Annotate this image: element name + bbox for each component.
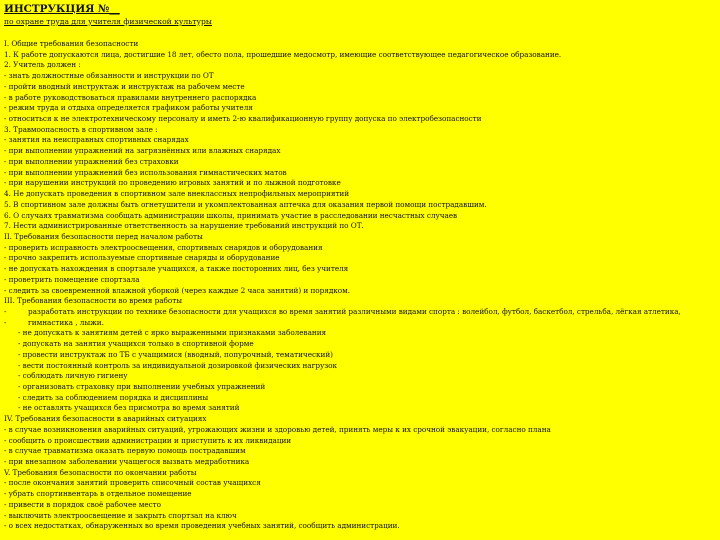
document-line <box>4 307 714 318</box>
document-line: - прочно закрепить используемые спортивные снаряды и оборудование <box>4 253 280 263</box>
document-line: 6. О случаях травматизма сообщать администрации школы, принимать участие в расследовании несчастных случаев <box>4 210 458 220</box>
document-line <box>4 318 714 329</box>
document-line: - относиться к не электротехническому персоналу и иметь 2-ю квалификационную группу допуска по электробезопасности <box>4 114 482 124</box>
document-line: - режим труда и отдыха определяется графиком работы учителя <box>4 103 253 113</box>
document-line: - при нарушении инструкций по проведению игровых занятий и по лыжной подготовке <box>4 178 341 188</box>
document-line: V. Требования безопасности по окончании работы <box>4 467 197 477</box>
spacer <box>4 27 714 39</box>
document-line: - не допускать к занятиям детей с ярко выраженными признаками заболевания <box>18 328 327 338</box>
bullet-marker: - <box>4 317 7 327</box>
document-line: 1. К работе допускаются лица, достигшие 18 лет, обесто пола, прошедшие медосмотр, имеющие соответствующее педагогическое образование. <box>4 49 562 59</box>
document-line: - в случае возникновения аварийных ситуаций, угрожающих жизни и здоровью детей, принять меры к их срочной эвакуации, согласно плана <box>4 424 551 434</box>
document-line: - провести инструктаж по ТБ с учащимися (вводный, попурочный, тематический) <box>18 349 333 359</box>
document-title: ИНСТРУКЦИЯ №__ <box>4 3 120 15</box>
document-line: - после окончания занятий проверить списочный состав учащихся <box>4 478 261 488</box>
document <box>4 2 714 532</box>
document-line: 3. Травмоопасность в спортивном зале : <box>4 124 158 134</box>
document-line: 5. В спортивном зале должны быть огнетушители и укомплектованная аптечка для оказания первой помощи пострадавшим. <box>4 199 487 209</box>
document-line: 2. Учитель должен : <box>4 60 81 70</box>
document-line: - занятия на неисправных спортивных снарядах <box>4 135 189 145</box>
document-line: IV. Требования безопасности в аварийных ситуациях <box>4 414 207 424</box>
document-line: II. Требования безопасности перед началом работы <box>4 231 203 241</box>
document-line: III. Требования безопасности во время работы <box>4 296 182 306</box>
document-line: - вести постоянный контроль за индивидуальной дозировкой физических нагрузок <box>18 360 338 370</box>
document-line: - проветрить помещение спортзала <box>4 274 140 284</box>
document-line: - при внезапном заболевании учащегося вызвать медработника <box>4 457 250 467</box>
document-line: - привести в порядок своё рабочее место <box>4 499 162 509</box>
document-line: - убрать спортинвентарь в отдельное помещение <box>4 489 192 499</box>
document-line: 4. Не допускать проведения в спортивном зале внеклассных непрофильных мероприятий <box>4 189 350 199</box>
document-line: - пройти вводный инструктаж и инструктаж на рабочем месте <box>4 81 245 91</box>
document-line: - в случае травматизма оказать первую помощь пострадавшим <box>4 446 246 456</box>
document-line: - при выполнении упражнений на загрязнённых или влажных снарядах <box>4 146 281 156</box>
document-line: - в работе руководствоваться правилами внутреннего распорядка <box>4 92 257 102</box>
document-line: 7. Нести администрированные ответственность за нарушение требований инструкций по ОТ. <box>4 221 364 231</box>
line-text: гимнастика , лыжи. <box>28 317 104 327</box>
document-subtitle: по охране труда для учителя физической культуры <box>4 17 212 26</box>
document-line: - проверить исправность электроосвещения, спортивных снарядов и оборудования <box>4 242 323 252</box>
document-line: - знать должностные обязанности и инструкции по ОТ <box>4 71 214 81</box>
document-line: - следить за своевременной влажной уборкой (через каждые 2 часа занятий) и порядком. <box>4 285 351 295</box>
document-line: - о всех недостатках, обнаруженных во время проведения учебных занятий, сообщить администрации. <box>4 521 400 531</box>
document-line: - выключить электроосвещение и закрыть спортзал на ключ <box>4 510 237 520</box>
document-line: - не допускать нахождения в спортзале учащихся, а также посторонних лиц, без учителя <box>4 264 349 274</box>
document-line: - допускать на занятия учащихся только в спортивной форме <box>18 339 254 349</box>
document-line: - при выполнении упражнений без использования гимнастических матов <box>4 167 287 177</box>
document-line: - при выполнении упражнений без страховки <box>4 156 179 166</box>
document-line: I. Общие требования безопасности <box>4 39 139 48</box>
document-line: - соблюдать личную гигиену <box>18 371 128 381</box>
bullet-marker: - <box>4 306 7 316</box>
line-text: разработать инструкции по технике безопасности для учащихся во время занятий различными видами спорта : волейбол, футбол, баскетбол, стрельба, лёгкая атлетика, <box>28 306 681 316</box>
instruction-body <box>4 39 714 532</box>
document-line: - организовать страховку при выполнении учебных упражнений <box>18 382 266 391</box>
document-line: - не оставлять учащихся без присмотра во время занятий <box>18 403 240 413</box>
document-line: - следить за соблюдением порядка и дисциплины <box>18 392 209 402</box>
document-line: - сообщить о происшествии администрации и приступить к их ликвидации <box>4 435 292 445</box>
